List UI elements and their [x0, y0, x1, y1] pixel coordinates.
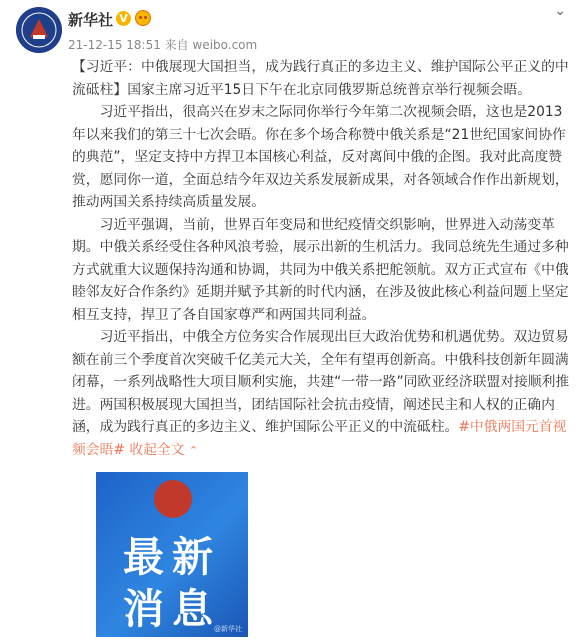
post-body: [72, 56, 572, 462]
news-image[interactable]: [96, 472, 248, 637]
image-text-line-2: 消息: [123, 585, 221, 633]
chevron-up-icon: ⌃: [188, 443, 199, 457]
post-paragraph-3: [72, 326, 572, 462]
xinhua-emblem-icon: [154, 480, 192, 518]
post-meta: 21-12-15 18:51 来自 weibo.com: [68, 38, 258, 52]
verified-badge-icon: V: [116, 11, 131, 26]
post-paragraph-2: 习近平强调，当前，世界百年变局和世纪疫情交织影响，世界进入动荡变革期。中俄关系经受住各种风浪考验，展示出新的生机活力。我同总统先生通过多种方式就重大议题保持沟通和协调，共同为中俄关系把舵领航。双方正式宣布《中俄睦邻友好合作条约》延期并赋予其新的时代内涵，在涉及彼此核心利益问题上坚定相互支持，捍卫了各自国家尊严和两国共同利益。: [72, 216, 569, 323]
member-emoji-icon: [135, 10, 151, 26]
image-text-line-1: 最新: [123, 533, 221, 581]
collapse-text-button[interactable]: [129, 442, 198, 458]
post-title: 【习近平：中俄展现大国担当，成为践行真正的多边主义、维护国际公平正义的中流砥柱】: [72, 59, 569, 98]
collapse-label: 收起全文: [129, 441, 185, 458]
post-menu-chevron-down-icon[interactable]: ⌄: [554, 3, 566, 19]
hashtag-link[interactable]: #中俄两国元首视频会晤#: [72, 419, 567, 458]
post-intro: 国家主席习近平15日下午在北京同俄罗斯总统普京举行视频会晤。: [127, 81, 532, 98]
post-paragraph-3-text: 习近平指出，中俄全方位务实合作展现出巨大政治优势和机遇优势。双边贸易额在前三个季度首次突破千亿美元大关，全年有望再创新高。中俄科技创新年圆满闭幕，一系列战略性大项目顺利实施，共建“一带一路”同欧亚经济联盟对接顺利推进。两国积极展现大国担当，团结国际社会抗击疫情，阐述民主和人权的正确内涵，成为践行真正的多边主义、维护国际公平正义的中流砥柱。: [72, 329, 570, 435]
image-watermark: @新华社: [214, 625, 242, 633]
avatar[interactable]: [16, 7, 62, 53]
author-name[interactable]: 新华社: [68, 11, 114, 29]
post-paragraph-1: 习近平指出，很高兴在岁末之际同你举行今年第二次视频会晤，这也是2013年以来我们的第三十七次会晤。你在多个场合称赞中俄关系是“21世纪国家间协作的典范”，坚定支持中方捍卫本国核心利益，反对离间中俄的企图。我对此高度赞赏，愿同你一道，全面总结今年双边关系发展新成果，对各领域合作作出新规划，推动两国关系持续高质量发展。: [72, 104, 569, 210]
post-headline: [72, 56, 572, 101]
